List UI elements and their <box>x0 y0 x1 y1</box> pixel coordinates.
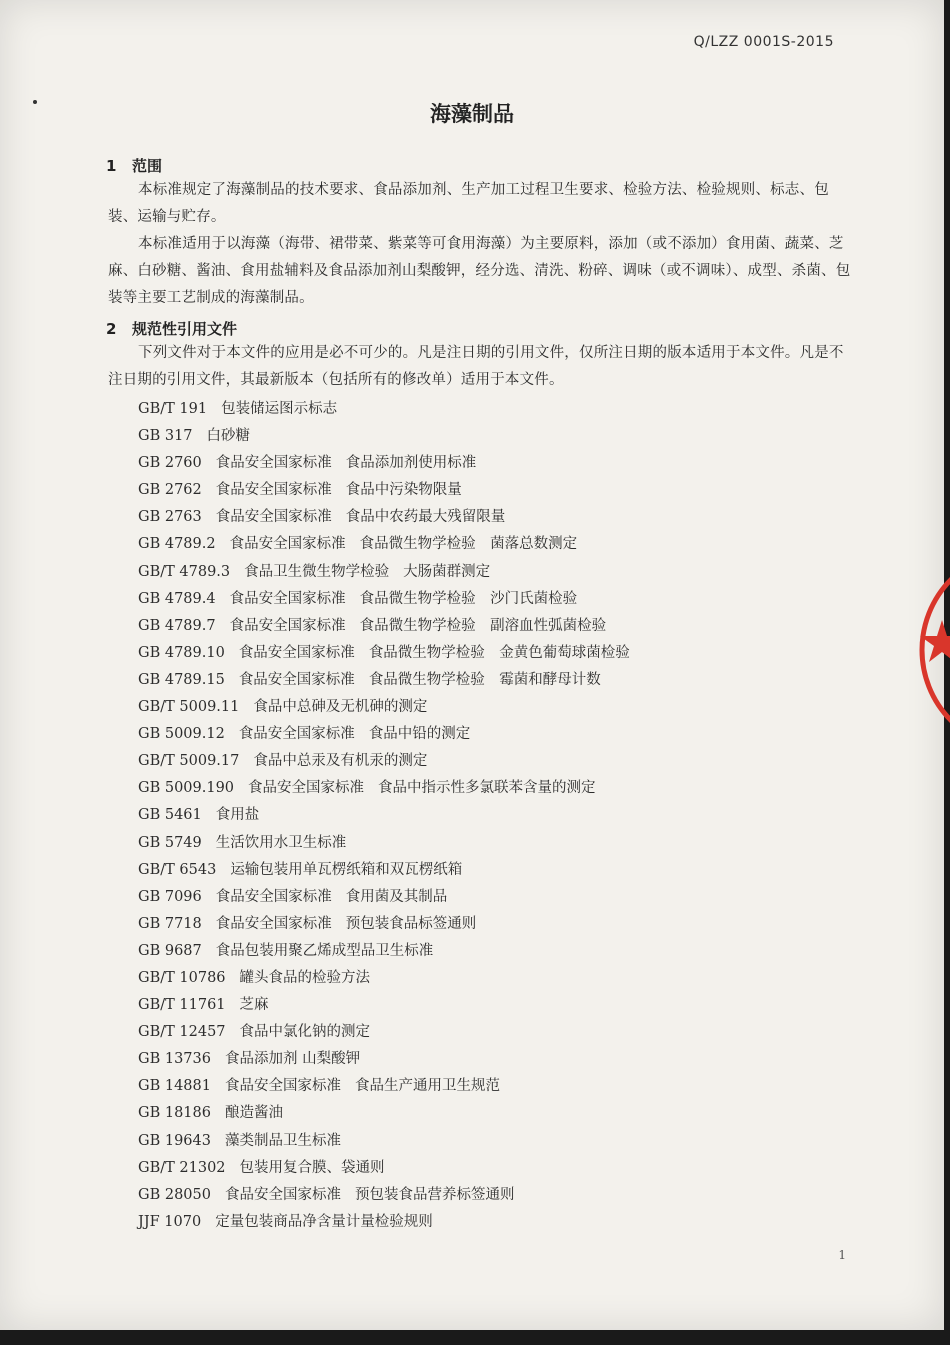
reference-code: GB 7096 <box>138 888 202 905</box>
section-1-number: 1 <box>106 157 117 175</box>
reference-item <box>138 613 630 640</box>
reference-item <box>138 992 630 1019</box>
reference-code: GB 4789.4 <box>138 590 216 607</box>
reference-code: GB 317 <box>138 428 193 445</box>
reference-item <box>138 694 630 721</box>
reference-code: GB/T 191 <box>138 401 208 417</box>
reference-title: 罐头食品的检验方法 <box>239 969 371 986</box>
reference-code: GB 4789.7 <box>138 617 216 634</box>
reference-title: 食品安全国家标准 <box>248 780 365 797</box>
section-2-number: 2 <box>106 320 117 338</box>
document-title: 海藻制品 <box>430 102 514 126</box>
reference-title: 食品安全国家标准 <box>238 644 355 661</box>
section-1-title: 范围 <box>132 157 163 175</box>
reference-title: 食品中总砷及无机砷的测定 <box>253 699 428 716</box>
reference-subtitle: 食品中指示性多氯联苯含量的测定 <box>378 780 596 797</box>
reference-title: 定量包装商品净含量计量检验规则 <box>215 1213 433 1230</box>
document-code: Q/LZZ 0001S-2015 <box>693 34 834 50</box>
reference-subtitle: 食品微生物学检验 霉菌和酵母计数 <box>368 671 601 688</box>
reference-item <box>138 667 630 694</box>
reference-title: 食品安全国家标准 <box>229 617 346 634</box>
reference-title: 包装储运图示标志 <box>221 401 338 417</box>
reference-item <box>138 1046 630 1073</box>
reference-item <box>138 857 630 884</box>
reference-code: GB/T 4789.3 <box>138 563 231 580</box>
reference-subtitle: 食品添加剂使用标准 <box>345 455 477 472</box>
reference-title: 食品安全国家标准 <box>238 726 355 743</box>
reference-item <box>138 1019 630 1046</box>
reference-title: 食用盐 <box>215 807 260 824</box>
reference-item <box>138 423 630 450</box>
reference-title: 食品添加剂 山梨酸钾 <box>224 1051 361 1068</box>
reference-item <box>138 884 630 911</box>
reference-title: 食品安全国家标准 <box>229 536 346 553</box>
reference-item <box>138 450 630 477</box>
reference-code: GB 2760 <box>138 455 202 472</box>
page-number: 1 <box>838 1248 846 1262</box>
reference-subtitle: 食品中铅的测定 <box>368 726 471 743</box>
reference-title: 食品中氯化钠的测定 <box>239 1024 371 1041</box>
reference-title: 食品安全国家标准 <box>215 482 332 499</box>
reference-code: GB 14881 <box>138 1078 211 1095</box>
reference-code: GB 5009.12 <box>138 726 225 743</box>
reference-code: GB 4789.15 <box>138 671 225 688</box>
reference-item <box>138 586 630 613</box>
section-2-heading <box>106 318 237 339</box>
reference-code: GB/T 11761 <box>138 997 226 1014</box>
section-1-paragraph-1: 本标准规定了海藻制品的技术要求、食品添加剂、生产加工过程卫生要求、检验方法、检验规则、标志、包装、运输与贮存。 <box>108 182 829 225</box>
reference-item <box>138 559 630 586</box>
reference-code: GB/T 6543 <box>138 861 217 878</box>
reference-item <box>138 1073 630 1100</box>
reference-code: GB 4789.2 <box>138 536 216 553</box>
reference-title: 酿造酱油 <box>224 1105 283 1122</box>
reference-title: 食品卫生微生物学检验 <box>244 563 390 580</box>
reference-code: GB/T 5009.17 <box>138 753 240 770</box>
reference-title: 食品安全国家标准 <box>215 888 332 905</box>
reference-code: GB 5461 <box>138 807 202 824</box>
reference-title: 食品安全国家标准 <box>224 1186 341 1203</box>
reference-item <box>138 1100 630 1127</box>
reference-subtitle: 预包装食品标签通则 <box>345 915 477 932</box>
section-1-heading <box>106 155 162 176</box>
reference-title: 运输包装用单瓦楞纸箱和双瓦楞纸箱 <box>230 861 463 878</box>
section-2-paragraph-1: 下列文件对于本文件的应用是必不可少的。凡是注日期的引用文件，仅所注日期的版本适用于本文件。凡是不注日期的引用文件，其最新版本（包括所有的修改单）适用于本文件。 <box>108 345 844 388</box>
reference-title: 生活饮用水卫生标准 <box>215 834 347 851</box>
reference-item <box>138 938 630 965</box>
reference-title: 食品中总汞及有机汞的测定 <box>253 753 428 770</box>
reference-item <box>138 477 630 504</box>
reference-code: GB 7718 <box>138 915 202 932</box>
reference-item <box>138 531 630 558</box>
reference-subtitle: 食品微生物学检验 菌落总数测定 <box>359 536 578 553</box>
section-2-title: 规范性引用文件 <box>132 320 238 338</box>
reference-code: GB 28050 <box>138 1186 211 1203</box>
reference-code: GB/T 10786 <box>138 969 226 986</box>
reference-title: 藻类制品卫生标准 <box>224 1132 341 1149</box>
reference-title: 白砂糖 <box>206 428 251 445</box>
reference-item <box>138 640 630 667</box>
reference-code: GB 4789.10 <box>138 644 225 661</box>
reference-subtitle: 食品中农药最大残留限量 <box>345 509 506 526</box>
reference-subtitle: 食用菌及其制品 <box>345 888 448 905</box>
reference-code: GB 2762 <box>138 482 202 499</box>
reference-item <box>138 504 630 531</box>
reference-title: 芝麻 <box>239 997 269 1014</box>
reference-code: GB 5009.190 <box>138 780 235 797</box>
reference-code: GB/T 12457 <box>138 1024 226 1041</box>
reference-title: 食品包装用聚乙烯成型品卫生标准 <box>215 942 434 959</box>
seal-graphic <box>912 540 950 760</box>
reference-item <box>138 802 630 829</box>
reference-item <box>138 830 630 857</box>
reference-title: 食品安全国家标准 <box>215 455 332 472</box>
section-1-paragraph-2: 本标准适用于以海藻（海带、裙带菜、紫菜等可食用海藻）为主要原料，添加（或不添加）食用菌、蔬菜、芝麻、白砂糖、酱油、食用盐辅料及食品添加剂山梨酸钾，经分选、清洗、粉碎、调味（或不调味）、成型、杀菌、包装等主要工艺制成的海藻制品。 <box>108 236 851 306</box>
reference-subtitle: 大肠菌群测定 <box>403 563 491 580</box>
reference-item <box>138 1209 630 1236</box>
reference-code: GB/T 5009.11 <box>138 699 240 716</box>
reference-subtitle: 预包装食品营养标签通则 <box>354 1186 515 1203</box>
reference-title: 食品安全国家标准 <box>238 671 355 688</box>
reference-title: 食品安全国家标准 <box>224 1078 341 1095</box>
reference-code: JJF 1070 <box>138 1213 202 1230</box>
reference-item <box>138 396 630 423</box>
reference-list <box>138 396 630 1236</box>
reference-item <box>138 911 630 938</box>
reference-code: GB/T 21302 <box>138 1159 226 1176</box>
reference-code: GB 13736 <box>138 1051 211 1068</box>
reference-subtitle: 食品微生物学检验 沙门氏菌检验 <box>359 590 578 607</box>
reference-item <box>138 1155 630 1182</box>
reference-title: 食品安全国家标准 <box>215 915 332 932</box>
reference-title: 包装用复合膜、袋通则 <box>239 1159 385 1176</box>
reference-code: GB 9687 <box>138 942 202 959</box>
reference-title: 食品安全国家标准 <box>229 590 346 607</box>
reference-title: 食品安全国家标准 <box>215 509 332 526</box>
red-seal-stamp <box>912 540 950 760</box>
reference-subtitle: 食品微生物学检验 副溶血性弧菌检验 <box>359 617 607 634</box>
reference-item <box>138 1182 630 1209</box>
reference-item <box>138 965 630 992</box>
reference-item <box>138 748 630 775</box>
reference-item <box>138 721 630 748</box>
reference-code: GB 5749 <box>138 834 202 851</box>
reference-subtitle: 食品微生物学检验 金黄色葡萄球菌检验 <box>368 644 630 661</box>
reference-subtitle: 食品生产通用卫生规范 <box>354 1078 500 1095</box>
reference-item <box>138 775 630 802</box>
reference-code: GB 18186 <box>138 1105 211 1122</box>
reference-subtitle: 食品中污染物限量 <box>345 482 462 499</box>
reference-item <box>138 1128 630 1155</box>
reference-code: GB 19643 <box>138 1132 211 1149</box>
reference-code: GB 2763 <box>138 509 202 526</box>
